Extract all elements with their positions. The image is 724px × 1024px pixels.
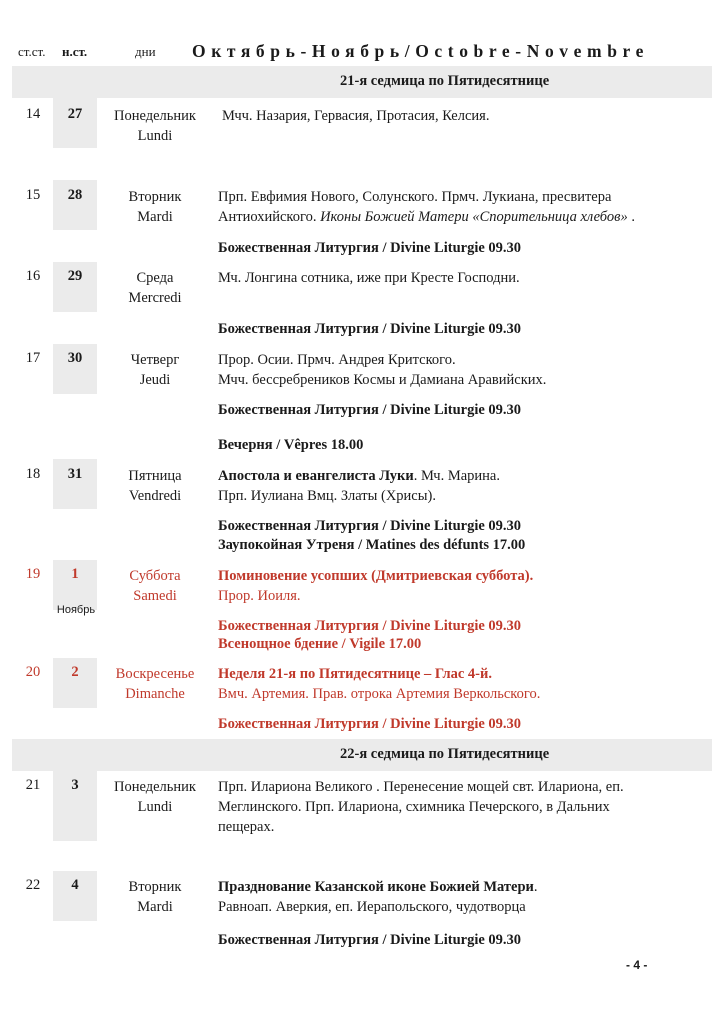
weekday-fr: Mardi	[137, 209, 173, 225]
saints-text	[218, 877, 538, 917]
saints-line	[218, 466, 500, 486]
saints-line: Прп. Илариона Великого . Перенесение мощей свт. Илариона, еп.	[218, 779, 624, 795]
page-title: Октябрь-Ноябрь/Octobre-Novembre	[192, 41, 649, 61]
weekday	[100, 268, 210, 308]
service-time: Божественная Литургия / Divine Liturgie 09.30	[218, 716, 522, 732]
service-time: Божественная Литургия / Divine Liturgie 09.30	[218, 321, 522, 337]
week-label: 22-я седмица по Пятидесятнице	[340, 746, 550, 762]
weekday-ru: Воскресенье	[115, 666, 195, 682]
new-style-date: 1	[71, 566, 79, 582]
old-style-date: 14	[25, 106, 41, 122]
saints-text-end: .	[627, 209, 635, 225]
old-style-date: 21	[25, 777, 41, 793]
saints-text	[218, 664, 540, 704]
service-time: Божественная Литургия / Divine Liturgie 09.30	[218, 402, 522, 418]
weekday-ru: Понедельник	[114, 108, 196, 124]
weekday-fr: Jeudi	[139, 372, 171, 388]
old-style-date: 18	[25, 466, 41, 482]
service-time: Божественная Литургия / Divine Liturgie 09.30	[218, 518, 522, 534]
saints-line	[218, 877, 538, 897]
column-header-old-style: ст.ст.	[18, 44, 46, 59]
week-label: 21-я седмица по Пятидесятнице	[340, 73, 550, 89]
week-band	[12, 66, 712, 98]
weekday	[100, 664, 210, 704]
new-style-date: 27	[67, 106, 83, 122]
service-time: Божественная Литургия / Divine Liturgie 09.30	[218, 618, 522, 634]
week-band	[12, 739, 712, 771]
new-style-date: 31	[67, 466, 83, 482]
old-style-date: 22	[25, 877, 41, 893]
new-style-date: 30	[67, 350, 83, 366]
weekday	[100, 106, 210, 146]
service-time: Заупокойная Утреня / Matines des défunts 17.00	[218, 537, 526, 553]
weekday-fr: Lundi	[137, 128, 173, 144]
weekday	[100, 877, 210, 917]
saints-text	[218, 777, 624, 837]
weekday-ru: Суббота	[129, 568, 181, 584]
weekday	[100, 777, 210, 817]
new-style-date: 3	[71, 777, 79, 793]
feast-title: Неделя 21-я по Пятидесятнице – Глас 4-й.	[218, 666, 492, 682]
saints-line: Прп. Иулиана Вмц. Златы (Хрисы).	[218, 488, 436, 504]
saints-line	[218, 207, 635, 227]
saints-line: Меглинского. Прп. Илариона, схимника Печерского, в Дальних	[218, 799, 610, 815]
saints-text	[218, 350, 546, 390]
saints-line: Вмч. Артемия. Прав. отрока Артемия Веркольского.	[218, 686, 541, 702]
month-note: Ноябрь	[56, 604, 96, 616]
saints-text-plain: Антиохийского.	[218, 209, 321, 225]
weekday-fr: Vendredi	[128, 488, 182, 504]
weekday-ru: Пятница	[128, 468, 182, 484]
saints-text-rest: .	[533, 879, 538, 895]
weekday	[100, 350, 210, 390]
service-time: Вечерня / Vêpres 18.00	[218, 437, 364, 453]
weekday	[100, 466, 210, 506]
saints-text: Мчч. Назария, Гервасия, Протасия, Келсия.	[222, 108, 490, 124]
weekday-fr: Dimanche	[125, 686, 185, 702]
weekday-ru: Понедельник	[114, 779, 196, 795]
old-style-date: 16	[25, 268, 41, 284]
saints-text-rest: . Мч. Марина.	[413, 468, 500, 484]
weekday-fr: Lundi	[137, 799, 173, 815]
weekday-ru: Среда	[136, 270, 174, 286]
weekday	[100, 566, 210, 606]
service-time: Божественная Литургия / Divine Liturgie 09.30	[218, 240, 522, 256]
weekday-ru: Вторник	[128, 189, 182, 205]
weekday-fr: Mercredi	[128, 290, 182, 306]
saints-text: Мч. Лонгина сотника, иже при Кресте Господни.	[218, 270, 520, 286]
weekday-ru: Четверг	[130, 352, 180, 368]
feast-title: Поминовение усопших (Дмитриевская суббота).	[218, 568, 534, 584]
saints-line: Мчч. бессребреников Космы и Дамиана Аравийских.	[218, 372, 547, 388]
saints-text	[218, 566, 533, 606]
feast-title: Апостола и евангелиста Луки	[218, 468, 414, 484]
feast-title: Празднование Казанской иконе Божией Матери	[218, 879, 534, 895]
new-style-date: 2	[71, 664, 79, 680]
column-header-new-style: н.ст.	[62, 44, 88, 59]
saints-line: Равноап. Аверкия, еп. Иерапольского, чудотворца	[218, 899, 526, 915]
saints-line: Прор. Иоиля.	[218, 588, 301, 604]
weekday	[100, 187, 210, 227]
weekday-fr: Mardi	[137, 899, 173, 915]
old-style-date: 17	[25, 350, 41, 366]
new-style-date: 29	[67, 268, 83, 284]
saints-text	[218, 187, 635, 227]
old-style-date: 20	[25, 664, 41, 680]
saints-line: Прор. Осии. Прмч. Андрея Критского.	[218, 352, 456, 368]
saints-line: Прп. Евфимия Нового, Солунского. Прмч. Лукиана, пресвитера	[218, 189, 612, 205]
new-style-date: 28	[67, 187, 83, 203]
service-time: Божественная Литургия / Divine Liturgie 09.30	[218, 932, 522, 948]
old-style-date: 19	[25, 566, 41, 582]
service-time: Всенощное бдение / Vigile 17.00	[218, 636, 422, 652]
new-style-date: 4	[71, 877, 79, 893]
weekday-ru: Вторник	[128, 879, 182, 895]
saints-text	[218, 466, 500, 506]
icon-feast-italic: Иконы Божией Матери «Спорительница хлебов»	[320, 209, 628, 225]
saints-line: пещерах.	[218, 819, 275, 835]
page-number: - 4 -	[626, 958, 648, 972]
old-style-date: 15	[25, 187, 41, 203]
column-header-days: дни	[135, 44, 156, 59]
weekday-fr: Samedi	[133, 588, 177, 604]
